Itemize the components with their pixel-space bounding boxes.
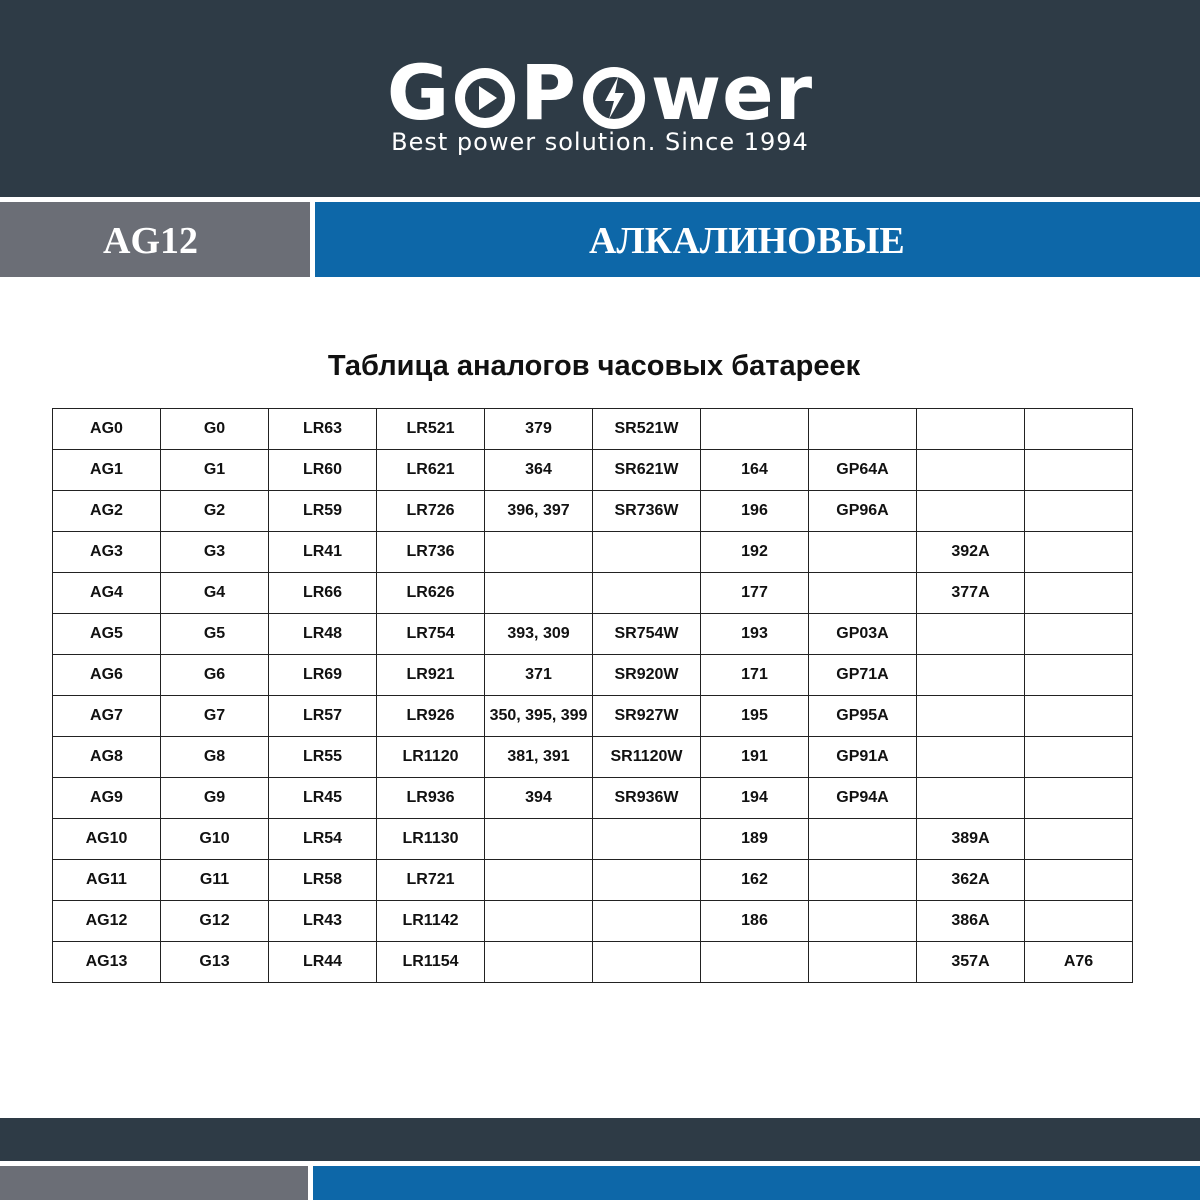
table-cell: 362A — [917, 860, 1025, 901]
table-cell: LR926 — [377, 696, 485, 737]
table-row — [53, 737, 1133, 778]
table-row — [53, 696, 1133, 737]
table-cell: 196 — [701, 491, 809, 532]
table-cell: LR1120 — [377, 737, 485, 778]
table-cell: LR60 — [269, 450, 377, 491]
table-cell: 164 — [701, 450, 809, 491]
table-cell: 357A — [917, 942, 1025, 983]
table-cell: 371 — [485, 655, 593, 696]
table-cell: AG3 — [53, 532, 161, 573]
table-cell — [1025, 696, 1133, 737]
table-cell: 350, 395, 399 — [485, 696, 593, 737]
table-cell: SR920W — [593, 655, 701, 696]
table-cell: 379 — [485, 409, 593, 450]
table-cell: AG2 — [53, 491, 161, 532]
table-cell — [1025, 573, 1133, 614]
table-cell — [593, 532, 701, 573]
table-cell: G0 — [161, 409, 269, 450]
table-cell — [809, 409, 917, 450]
table-cell — [593, 819, 701, 860]
table-row — [53, 532, 1133, 573]
table-cell — [1025, 901, 1133, 942]
table-cell: SR927W — [593, 696, 701, 737]
table-cell: LR41 — [269, 532, 377, 573]
table-cell: LR59 — [269, 491, 377, 532]
logo-wordmark — [386, 48, 814, 137]
table-cell — [1025, 450, 1133, 491]
table-row — [53, 819, 1133, 860]
table-row — [53, 942, 1133, 983]
table-cell: 381, 391 — [485, 737, 593, 778]
play-circle-icon — [454, 67, 516, 129]
table-cell: LR54 — [269, 819, 377, 860]
footer-gray-strip — [0, 1166, 308, 1200]
table-cell — [485, 532, 593, 573]
table-cell — [809, 901, 917, 942]
logo-letter-g: G — [386, 48, 451, 137]
table-cell: AG5 — [53, 614, 161, 655]
table-cell — [485, 942, 593, 983]
table-cell: 189 — [701, 819, 809, 860]
table-cell: AG4 — [53, 573, 161, 614]
table-cell: G10 — [161, 819, 269, 860]
table-cell: SR521W — [593, 409, 701, 450]
table-cell — [485, 819, 593, 860]
table-cell: 171 — [701, 655, 809, 696]
model-label: AG12 — [103, 220, 198, 262]
table-cell — [917, 409, 1025, 450]
table-cell: GP94A — [809, 778, 917, 819]
table-cell: 195 — [701, 696, 809, 737]
table-cell — [809, 819, 917, 860]
table-cell: 192 — [701, 532, 809, 573]
table-cell: AG13 — [53, 942, 161, 983]
table-cell: G6 — [161, 655, 269, 696]
table-cell: A76 — [1025, 942, 1133, 983]
table-cell: G13 — [161, 942, 269, 983]
table-cell: 377A — [917, 573, 1025, 614]
table-cell: GP91A — [809, 737, 917, 778]
table-cell — [917, 491, 1025, 532]
table-cell: G5 — [161, 614, 269, 655]
table-cell: G1 — [161, 450, 269, 491]
table-cell — [809, 573, 917, 614]
table-cell: G9 — [161, 778, 269, 819]
table-cell: 389A — [917, 819, 1025, 860]
table-cell — [809, 532, 917, 573]
table-cell: LR921 — [377, 655, 485, 696]
table-row — [53, 573, 1133, 614]
table-cell — [809, 942, 917, 983]
table-cell — [1025, 614, 1133, 655]
table-cell: 364 — [485, 450, 593, 491]
table-cell: G2 — [161, 491, 269, 532]
table-cell: LR63 — [269, 409, 377, 450]
table-row — [53, 860, 1133, 901]
table-cell: LR626 — [377, 573, 485, 614]
footer-blue-strip — [313, 1166, 1200, 1200]
table-cell — [593, 942, 701, 983]
table-cell: LR1154 — [377, 942, 485, 983]
table-row — [53, 614, 1133, 655]
table-row — [53, 655, 1133, 696]
type-band — [315, 202, 1200, 277]
table-cell: LR45 — [269, 778, 377, 819]
table-cell: LR1130 — [377, 819, 485, 860]
table-cell: SR736W — [593, 491, 701, 532]
table-cell: 194 — [701, 778, 809, 819]
brand-slogan: Best power solution. Since 1994 — [391, 128, 809, 156]
table-cell — [593, 901, 701, 942]
table-cell: AG12 — [53, 901, 161, 942]
table-cell: SR1120W — [593, 737, 701, 778]
table-cell: AG8 — [53, 737, 161, 778]
table-cell: LR621 — [377, 450, 485, 491]
table-cell: 191 — [701, 737, 809, 778]
table-cell — [1025, 778, 1133, 819]
table-cell: G8 — [161, 737, 269, 778]
logo-letter-p: P — [520, 48, 577, 137]
table-cell: SR936W — [593, 778, 701, 819]
table-cell: AG6 — [53, 655, 161, 696]
table-cell: LR66 — [269, 573, 377, 614]
table-cell — [917, 696, 1025, 737]
table-cell — [485, 860, 593, 901]
table-cell: LR736 — [377, 532, 485, 573]
table-cell: LR57 — [269, 696, 377, 737]
table-cell: LR69 — [269, 655, 377, 696]
table-cell — [1025, 819, 1133, 860]
table-cell: 177 — [701, 573, 809, 614]
table-cell: 392A — [917, 532, 1025, 573]
table-cell: AG7 — [53, 696, 161, 737]
table-cell: AG11 — [53, 860, 161, 901]
table-cell — [917, 778, 1025, 819]
analog-table — [52, 408, 1133, 983]
table-cell: G11 — [161, 860, 269, 901]
table-cell — [917, 655, 1025, 696]
table-cell — [1025, 532, 1133, 573]
table-cell: LR726 — [377, 491, 485, 532]
table-cell: LR44 — [269, 942, 377, 983]
table-cell: AG0 — [53, 409, 161, 450]
table-cell: 162 — [701, 860, 809, 901]
analog-table-body — [53, 409, 1133, 983]
table-cell: AG9 — [53, 778, 161, 819]
table-cell: GP64A — [809, 450, 917, 491]
table-cell — [1025, 491, 1133, 532]
table-cell — [917, 450, 1025, 491]
table-cell: 393, 309 — [485, 614, 593, 655]
table-cell — [1025, 655, 1133, 696]
table-row — [53, 491, 1133, 532]
table-cell — [593, 860, 701, 901]
page-title: Таблица аналогов часовых батареек — [327, 350, 861, 382]
table-cell: G12 — [161, 901, 269, 942]
table-cell — [917, 737, 1025, 778]
table-cell: LR1142 — [377, 901, 485, 942]
table-cell: G3 — [161, 532, 269, 573]
header-banner — [0, 0, 1200, 197]
table-cell: LR55 — [269, 737, 377, 778]
table-row — [53, 778, 1133, 819]
type-label: АЛКАЛИНОВЫЕ — [589, 220, 905, 262]
table-row — [53, 450, 1133, 491]
table-cell: SR621W — [593, 450, 701, 491]
brand-logo — [0, 48, 1200, 137]
table-cell — [1025, 860, 1133, 901]
table-cell — [485, 573, 593, 614]
lightning-circle-icon — [581, 65, 647, 131]
table-cell: LR936 — [377, 778, 485, 819]
table-cell: 193 — [701, 614, 809, 655]
table-cell: LR43 — [269, 901, 377, 942]
table-cell — [593, 573, 701, 614]
table-cell: LR521 — [377, 409, 485, 450]
footer-dark-strip — [0, 1118, 1200, 1161]
table-cell — [485, 901, 593, 942]
table-cell: G7 — [161, 696, 269, 737]
table-cell: AG1 — [53, 450, 161, 491]
table-cell: GP03A — [809, 614, 917, 655]
table-cell — [809, 860, 917, 901]
table-cell: SR754W — [593, 614, 701, 655]
table-cell: LR721 — [377, 860, 485, 901]
table-cell: LR754 — [377, 614, 485, 655]
table-cell — [1025, 737, 1133, 778]
table-cell: GP96A — [809, 491, 917, 532]
table-cell — [917, 614, 1025, 655]
table-row — [53, 409, 1133, 450]
table-cell: LR48 — [269, 614, 377, 655]
model-band — [0, 202, 310, 277]
table-row — [53, 901, 1133, 942]
table-cell — [1025, 409, 1133, 450]
table-cell — [701, 409, 809, 450]
logo-letters-wer: wer — [650, 48, 814, 137]
table-cell: AG10 — [53, 819, 161, 860]
table-cell: 186 — [701, 901, 809, 942]
table-cell: GP95A — [809, 696, 917, 737]
table-cell: GP71A — [809, 655, 917, 696]
table-cell: G4 — [161, 573, 269, 614]
table-cell: 386A — [917, 901, 1025, 942]
table-cell — [701, 942, 809, 983]
table-cell: 396, 397 — [485, 491, 593, 532]
table-cell: LR58 — [269, 860, 377, 901]
table-cell: 394 — [485, 778, 593, 819]
